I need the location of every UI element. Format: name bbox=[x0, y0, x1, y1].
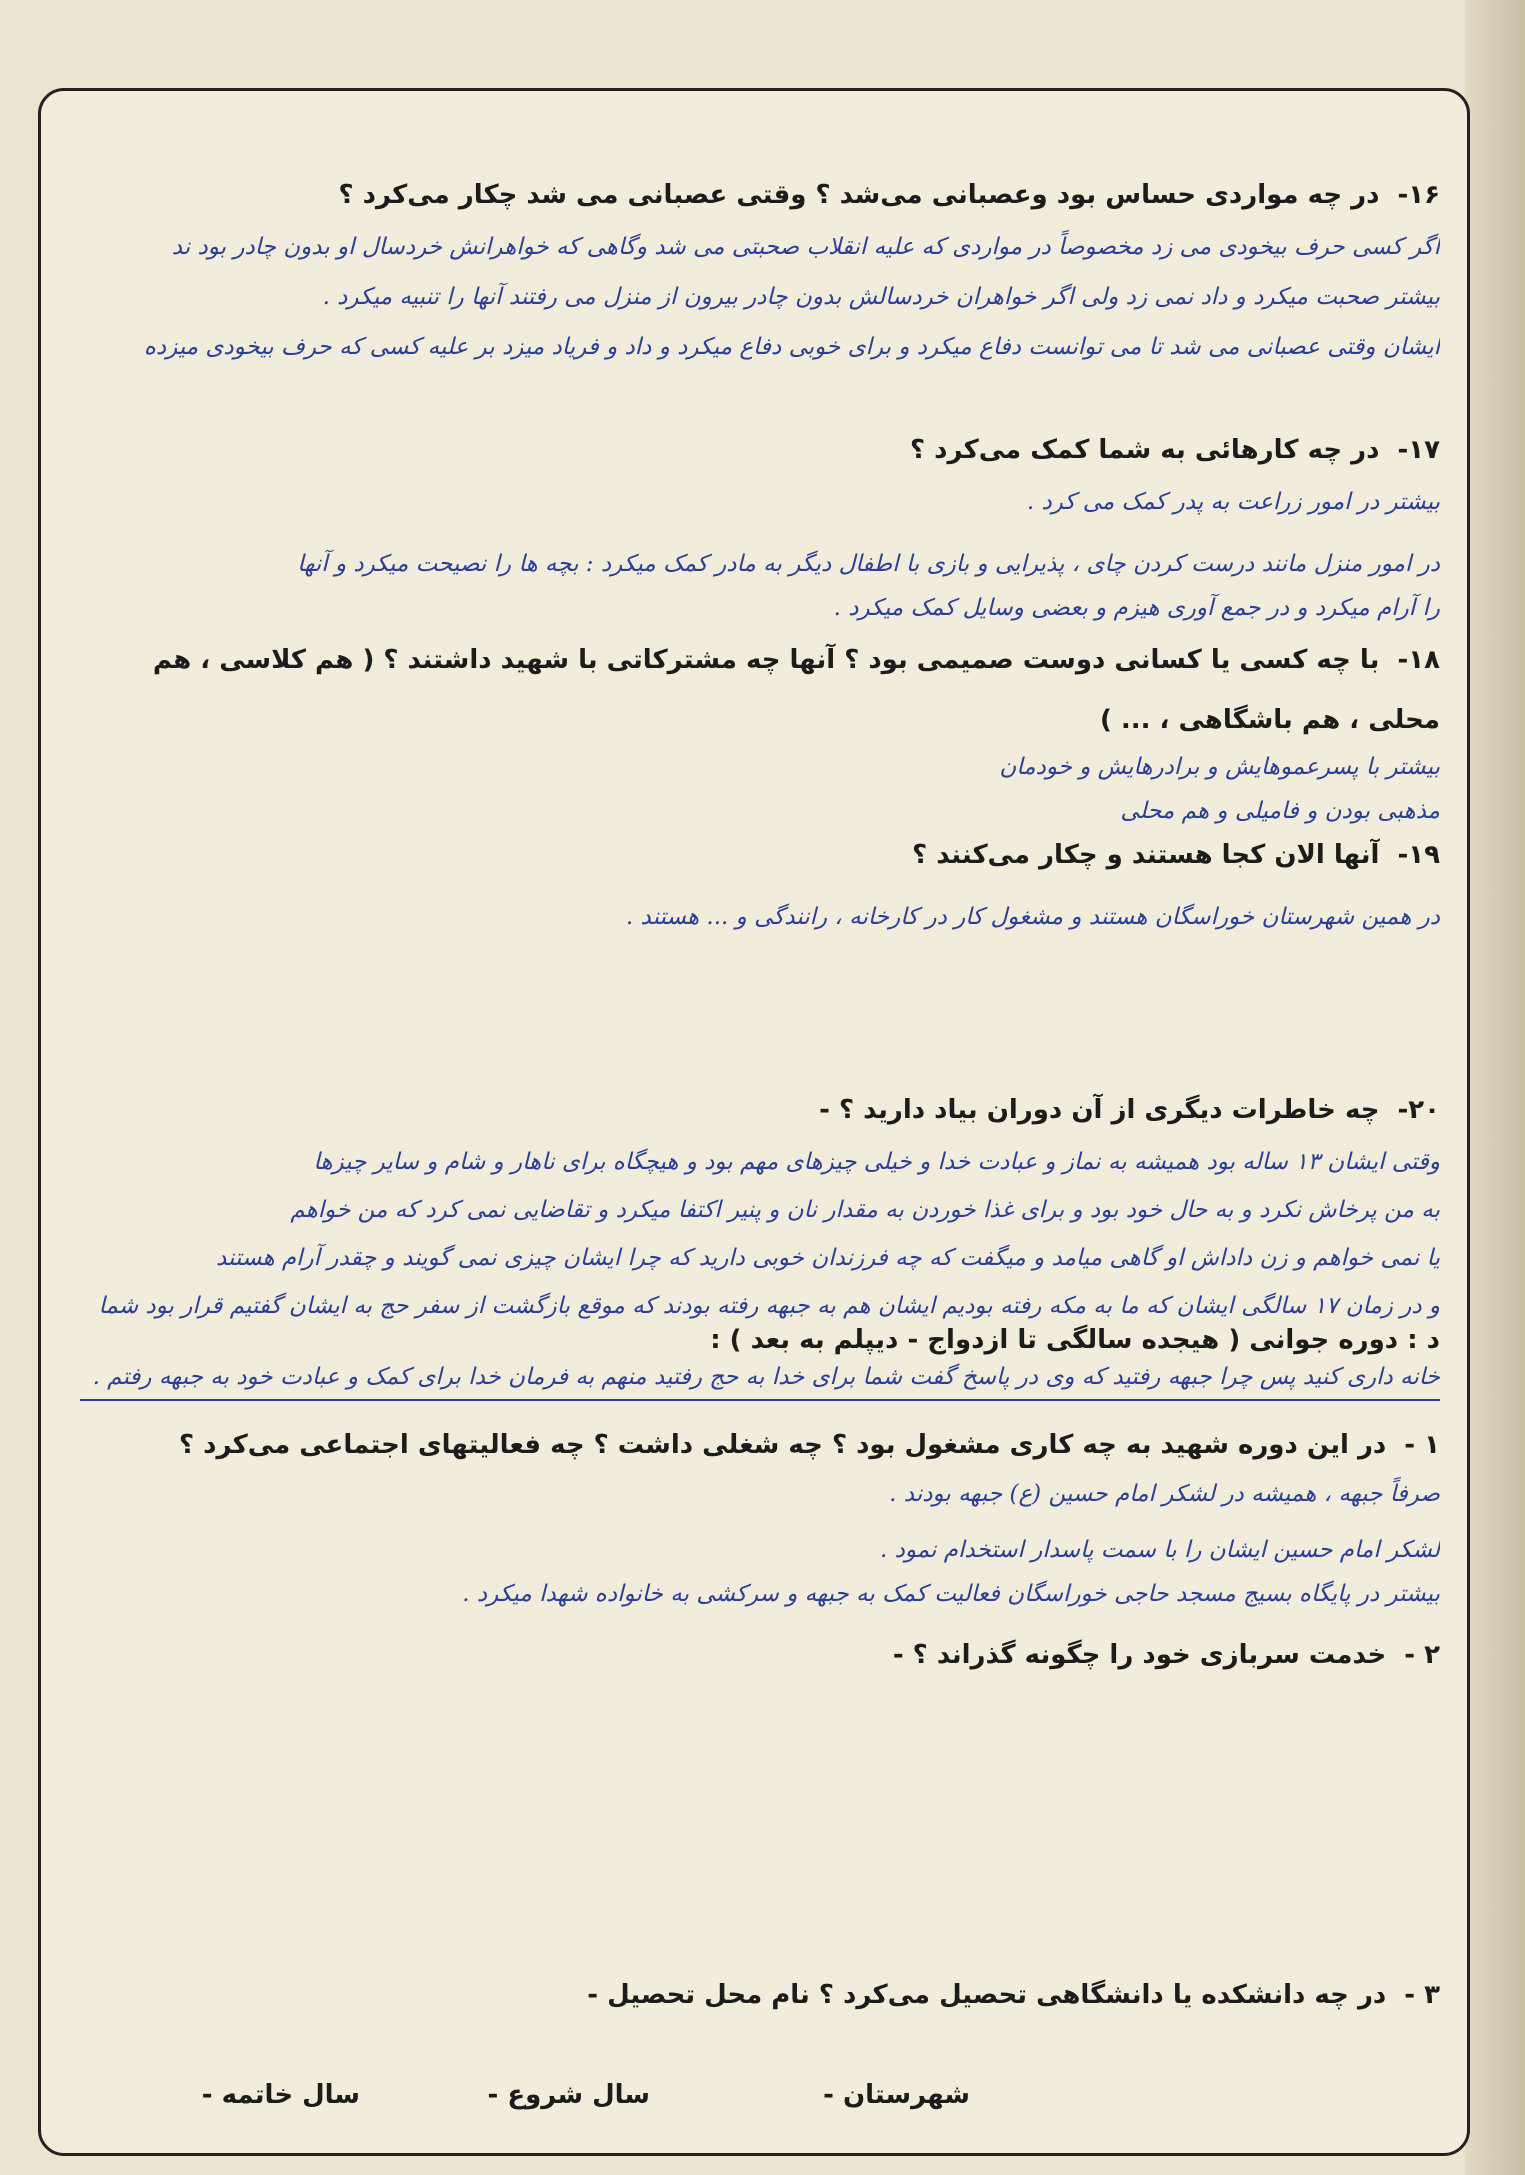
answer-20 bbox=[80, 1140, 1440, 1328]
answer-line: یا نمی خواهم و زن داداش او گاهی میامد و میگفت که چه فرزندان خوبی دارید که چرا ایشان چیزی نمی گویند و چقدر آرام هستند bbox=[215, 1245, 1440, 1271]
answer-section-1 bbox=[160, 1472, 1440, 1616]
answer-line: به من پرخاش نکرد و به حال خود بود و برای غذا خوردن به مقدار نان و پنیر اکتفا میکرد و تقاضایی نمی کرد که من خواهم bbox=[290, 1197, 1440, 1223]
answer-line: و در زمان ۱۷ سالگی ایشان که ما به مکه رفته بودیم ایشان هم به جبهه رفته بودند که موقع بازگشت از سفر حج به ایشان گفتیم قرار بود شما bbox=[98, 1293, 1440, 1319]
section-question-2: ۲ -خدمت سربازی خود را چگونه گذراند ؟ - bbox=[892, 1640, 1440, 1670]
answer-16 bbox=[80, 225, 1440, 369]
page-edge-shadow bbox=[1465, 0, 1525, 2175]
start-year-label: سال شروع - bbox=[487, 2080, 650, 2110]
question-19: ۱۹-آنها الان کجا هستند و چکار می‌کنند ؟ bbox=[912, 840, 1440, 870]
answer-line: صرفاً جبهه ، همیشه در لشکر امام حسین (ع) جبهه بودند . bbox=[889, 1481, 1440, 1507]
answer-line: بیشتر در پایگاه بسیج مسجد حاجی خوراسگان فعالیت کمک به جبهه و سرکشی به خانواده شهدا میکرد . bbox=[462, 1581, 1440, 1607]
answer-line: بیشتر صحبت میکرد و داد نمی زد ولی اگر خواهران خردسالش بدون چادر بیرون از منزل می رفتند آنها را تنبیه میکرد . bbox=[322, 284, 1440, 310]
answer-line: لشکر امام حسین ایشان را با سمت پاسدار استخدام نمود . bbox=[880, 1537, 1440, 1563]
answer-20-last-line bbox=[80, 1355, 1440, 1401]
answer-line: در امور منزل مانند درست کردن چای ، پذیرایی و بازی با اطفال دیگر به مادر کمک میکرد : بچه ها را نصیحت میکرد و آنها bbox=[297, 551, 1440, 577]
answer-line: بیشتر با پسرعموهایش و برادرهایش و خودمان bbox=[999, 754, 1440, 780]
answer-line: را آرام میکرد و در جمع آوری هیزم و بعضی وسایل کمک میکرد . bbox=[833, 595, 1440, 621]
answer-line: وقتی ایشان ۱۳ ساله بود همیشه به نماز و عبادت خدا و خیلی چیزهای مهم بود و هیچگاه برای ناهار و شام و سایر چیزها bbox=[313, 1149, 1440, 1175]
answer-line: ایشان وقتی عصبانی می شد تا می توانست دفاع میکرد و برای خوبی دفاع میکرد و داد و فریاد میزد بر علیه کسی که حرف بیخودی میزده bbox=[143, 334, 1440, 360]
answer-17 bbox=[80, 480, 1440, 630]
answer-18 bbox=[240, 745, 1440, 833]
section-question-3: ۳ -در چه دانشکده یا دانشگاهی تحصیل می‌کرد ؟ نام محل تحصیل - bbox=[587, 1980, 1440, 2010]
answer-line: اگر کسی حرف بیخودی می زد مخصوصاً در مواردی که علیه انقلاب صحبتی می شد وگاهی که خواهرانش خردسال او بدون چادر بود ند bbox=[171, 234, 1440, 260]
form-content bbox=[70, 150, 1440, 2140]
question-20: ۲۰-چه خاطرات دیگری از آن دوران بیاد دارید ؟ - bbox=[819, 1095, 1440, 1125]
answer-line: بیشتر در امور زراعت به پدر کمک می کرد . bbox=[1026, 489, 1440, 515]
question-17: ۱۷-در چه کارهائی به شما کمک می‌کرد ؟ bbox=[909, 435, 1440, 465]
question-18: ۱۸-با چه کسی یا کسانی دوست صمیمی بود ؟ آنها چه مشترکاتی با شهید داشتند ؟ ( هم کلاسی ، هم bbox=[152, 645, 1440, 675]
answer-line: در همین شهرستان خوراسگان هستند و مشغول کار در کارخانه ، رانندگی و ... هستند . bbox=[625, 904, 1440, 930]
end-year-label: سال خاتمه - bbox=[201, 2080, 360, 2110]
section-question-1: ۱ -در این دوره شهید به چه کاری مشغول بود ؟ چه شغلی داشت ؟ چه فعالیتهای اجتماعی می‌کرد ؟ bbox=[179, 1430, 1440, 1460]
section-heading: د : دوره جوانی ( هیجده سالگی تا ازدواج - دیپلم به بعد ) : bbox=[710, 1325, 1440, 1355]
question-16: ۱۶-در چه مواردی حساس بود وعصبانی می‌شد ؟ وقتی عصبانی می شد چکار می‌کرد ؟ bbox=[338, 180, 1440, 210]
question-18-continued: محلی ، هم باشگاهی ، ... ) bbox=[1099, 705, 1440, 735]
answer-line: مذهبی بودن و فامیلی و هم محلی bbox=[1120, 798, 1440, 824]
answer-19 bbox=[160, 895, 1440, 939]
answer-line: خانه داری کنید پس چرا جبهه رفتید که وی در پاسخ گفت شما برای خدا به حج رفتید منهم به فرمان خدا برای کمک و عبادت خود به جبهه رفتم . bbox=[80, 1355, 1440, 1401]
city-label: شهرستان - bbox=[823, 2080, 970, 2110]
